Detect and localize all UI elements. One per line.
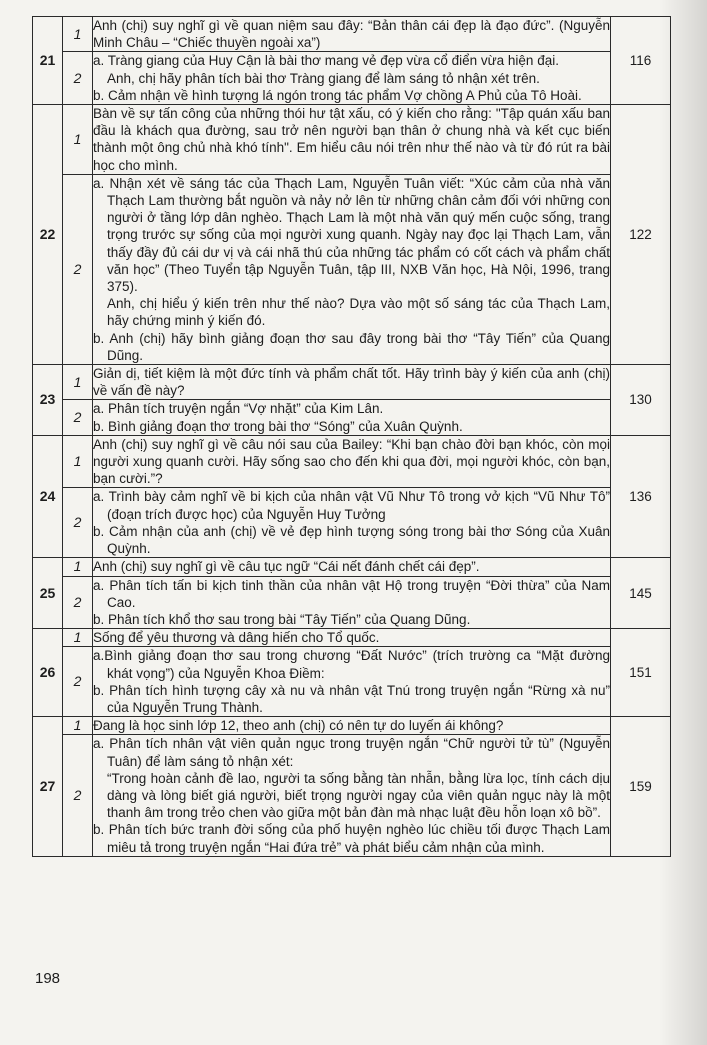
question-text: Anh, chị hiểu ý kiến trên như thế nào? Dựa vào một số sáng tác của Thạch Lam, hãy chứng minh ý kiến đó. (107, 296, 610, 329)
question-number: 2 (63, 488, 93, 558)
lesson-25-question-row (33, 576, 671, 629)
question-number: 1 (63, 435, 93, 488)
lesson-number: 27 (33, 717, 63, 857)
question-number: 2 (63, 647, 93, 717)
question-text: a. Phân tích truyện ngắn “Vợ nhặt” của Kim Lân. (93, 401, 384, 417)
question-text: Anh, chị hãy phân tích bài thơ Tràng giang để làm sáng tỏ nhận xét trên. (107, 70, 540, 86)
question-number: 2 (63, 400, 93, 435)
lesson-number: 23 (33, 365, 63, 436)
lesson-24-question-row (33, 435, 671, 488)
question-content (93, 365, 611, 400)
lesson-23-question-row (33, 400, 671, 435)
page-reference-cell (611, 435, 671, 557)
question-text: a. Nhận xét về sáng tác của Thạch Lam, Nguyễn Tuân viết: “Xúc cảm của nhà văn Thạch Lam thường bắt nguồn và nảy nở lên từ những chân cảm đối với những con người ở tầng lớp dân nghèo. Thạch Lam là một nhà văn quý mến cuộc sống, trang trọng trước sự sống của mọi người xung quanh. Ngày nay đọc lại Thạch Lam, vẫn thấy đầy đủ cái dư vị và cái nhã thú của những tác phẩm có cốt cách và phẩm chất văn học” (Theo Tuyển tập Nguyễn Tuân, tập III, NXB Văn học, Hà Nội, 1996, trang 375). (93, 175, 610, 295)
page-reference: 122 (629, 226, 652, 242)
question-text: Đang là học sinh lớp 12, theo anh (chị) có nên tự do luyến ái không? (93, 718, 504, 734)
page-reference: 116 (629, 52, 652, 68)
question-content (93, 400, 611, 435)
page-reference-cell (611, 105, 671, 365)
question-number: 1 (63, 717, 93, 735)
lesson-24-question-row (33, 488, 671, 558)
question-text: a. Phân tích tấn bi kịch tinh thần của nhân vật Hộ trong truyện “Đời thừa” của Nam Cao. (93, 577, 610, 610)
page-reference-cell (611, 365, 671, 436)
lesson-27-question-row (33, 735, 671, 856)
question-text: b. Cảm nhận về hình tượng lá ngón trong tác phẩm Vợ chồng A Phủ của Tô Hoài. (93, 87, 582, 103)
question-text: a. Trình bày cảm nghĩ về bi kịch của nhân vật Vũ Như Tô trong vở kịch “Vũ Như Tô” (đoạn trích được học) của Nguyễn Huy Tưởng (93, 489, 610, 522)
lesson-22-question-row (33, 105, 671, 175)
lesson-number: 24 (33, 435, 63, 557)
question-content (93, 174, 611, 364)
page-reference: 159 (629, 778, 652, 794)
lesson-27-question-row (33, 717, 671, 735)
question-number: 2 (63, 576, 93, 629)
lesson-21-question-row (33, 52, 671, 105)
question-content (93, 576, 611, 629)
question-number: 1 (63, 17, 93, 52)
lesson-number: 22 (33, 105, 63, 365)
question-content (93, 629, 611, 647)
question-number: 2 (63, 174, 93, 364)
question-content (93, 105, 611, 175)
lesson-number: 21 (33, 17, 63, 105)
question-content (93, 717, 611, 735)
page-reference: 145 (629, 585, 652, 601)
question-text: b. Anh (chị) hãy bình giảng đoạn thơ sau đây trong bài thơ “Tây Tiến” của Quang Dũng. (93, 330, 610, 363)
question-content (93, 17, 611, 52)
question-number: 1 (63, 105, 93, 175)
question-number: 1 (63, 629, 93, 647)
question-text: Anh (chị) suy nghĩ gì về câu tục ngữ “Cái nết đánh chết cái đẹp”. (93, 559, 480, 575)
question-text: Sống để yêu thương và dâng hiến cho Tổ quốc. (93, 630, 380, 646)
question-text: b. Phân tích bức tranh đời sống của phố huyện nghèo lúc chiều tối được Thạch Lam miêu tả trong truyện ngắn “Hai đứa trẻ” và phát biểu cảm nhận của mình. (93, 822, 610, 855)
page-number: 198 (35, 970, 61, 987)
question-number: 2 (63, 735, 93, 856)
page-reference-cell (611, 717, 671, 857)
exercise-index-table (32, 16, 671, 857)
question-text: a.Bình giảng đoạn thơ sau trong chương “Đất Nước” (trích trường ca “Mặt đường khát vọng”) của Nguyễn Khoa Điềm: (93, 648, 610, 681)
question-text: Anh (chị) suy nghĩ gì về câu nói sau của Bailey: “Khi bạn chào đời bạn khóc, còn mọi người xung quanh cười. Hãy sống sao cho đến khi qua đời, mọi người khóc, còn bạn, bạn cười.”? (93, 436, 610, 487)
question-content (93, 435, 611, 488)
question-text: Bàn về sự tấn công của những thói hư tật xấu, có ý kiến cho rằng: "Tập quán xấu ban đầu là khách qua đường, sau trở nên người bạn thân ở chung nhà và kết cục biến thành một ông chủ nhà khó tính". Em hiểu câu nói trên như thế nào và từ đó rút ra bài học cho mình. (93, 106, 610, 173)
page-reference: 130 (629, 392, 652, 408)
page-reference: 136 (629, 488, 652, 504)
lesson-21-question-row (33, 17, 671, 52)
question-text: Anh (chị) suy nghĩ gì về quan niệm sau đây: “Bản thân cái đẹp là đạo đức”. (Nguyễn Minh Châu – “Chiếc thuyền ngoài xa”) (93, 18, 610, 51)
question-text: b. Phân tích hình tượng cây xà nu và nhân vật Tnú trong truyện ngắn “Rừng xà nu” của Nguyễn Trung Thành. (93, 682, 610, 715)
lesson-25-question-row (33, 558, 671, 576)
lesson-26-question-row (33, 629, 671, 647)
question-number: 2 (63, 52, 93, 105)
question-text: a. Tràng giang của Huy Cận là bài thơ mang vẻ đẹp vừa cổ điển vừa hiện đại. (93, 53, 559, 69)
lesson-26-question-row (33, 647, 671, 717)
question-text: b. Cảm nhận của anh (chị) về vẻ đẹp hình tượng sóng trong bài thơ Sóng của Xuân Quỳnh. (93, 523, 610, 557)
question-number: 1 (63, 558, 93, 576)
question-text: b. Phân tích khổ thơ sau trong bài “Tây Tiến” của Quang Dũng. (93, 611, 471, 627)
lesson-number: 25 (33, 558, 63, 629)
question-content (93, 735, 611, 856)
page-reference-cell (611, 629, 671, 717)
page-reference: 151 (629, 665, 652, 681)
lesson-23-question-row (33, 365, 671, 400)
question-content (93, 488, 611, 558)
question-content (93, 558, 611, 576)
question-content (93, 52, 611, 105)
question-text: a. Phân tích nhân vật viên quản ngục trong truyện ngắn “Chữ người tử tù” (Nguyễn Tuân) để làm sáng tỏ nhận xét: (93, 736, 610, 769)
question-number: 1 (63, 365, 93, 400)
page-reference-cell (611, 558, 671, 629)
question-text: “Trong hoàn cảnh đề lao, người ta sống bằng tàn nhẫn, bằng lừa lọc, tính cách dịu dàng và lòng biết giá người, biết trọng người ngay của viên quản ngục này là một thanh âm trong trẻo chen vào giữa một bản đàn mà nhạc luật đều hỗn loạn xô bồ”. (107, 770, 610, 821)
question-content (93, 647, 611, 717)
lesson-number: 26 (33, 629, 63, 717)
question-text: Giản dị, tiết kiệm là một đức tính và phẩm chất tốt. Hãy trình bày ý kiến của anh (chị) về vấn đề này? (93, 366, 610, 399)
question-text: b. Bình giảng đoạn thơ trong bài thơ “Sóng” của Xuân Quỳnh. (93, 418, 463, 434)
lesson-22-question-row (33, 174, 671, 364)
page-reference-cell (611, 17, 671, 105)
